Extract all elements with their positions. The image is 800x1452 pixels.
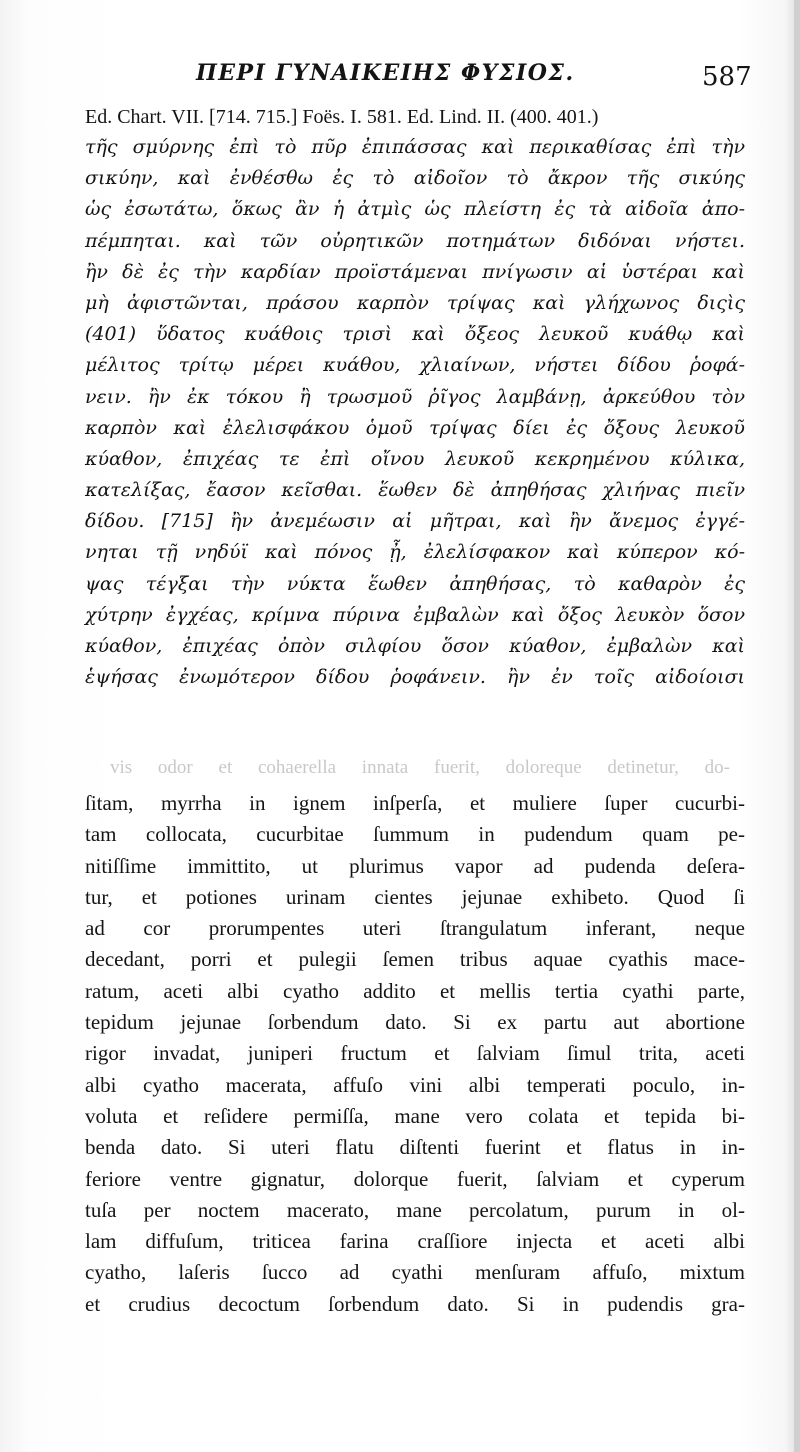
greek-line: κύαθον, ἐπιχέας τε ἐπὶ οἴνου λευκοῦ κεκρημένου κύλικα, xyxy=(85,447,745,470)
latin-line: tepidum jejunae ſorbendum dato. Si ex partu aut abortione xyxy=(85,1010,745,1035)
latin-line: ſitam, myrrha in ignem inſperſa, et muliere ſuper cucurbi- xyxy=(85,791,745,815)
latin-line: feriore ventre gignatur, dolorque fuerit, ſalviam et cyperum xyxy=(85,1166,745,1191)
greek-line: κύαθον, ἐπιχέας ὀπὸν σιλφίου ὅσον κύαθον, ἐμβαλὼν καὶ xyxy=(85,635,745,657)
greek-line: σικύην, καὶ ἐνθέσθω ἐς τὸ αἰδοῖον τὸ ἄκρον τῆς σικύης xyxy=(85,167,745,190)
bleed-through-text: vis odor et cohaerella innata fuerit, doloreque detinetur, do- xyxy=(110,757,730,778)
latin-line: ad cor prorumpentes uteri ſtrangulatum inferant, neque xyxy=(85,916,745,941)
latin-text-block xyxy=(85,788,745,1320)
edition-reference-line: Ed. Chart. VII. [714. 715.] Foës. I. 581. Ed. Lind. II. (400. 401.) xyxy=(85,106,599,128)
greek-line: ἢν δὲ ἐς τὴν καρδίαν προϊστάμεναι πνίγωσιν αἱ ὑστέραι καὶ xyxy=(85,260,745,283)
latin-line: tam collocata, cucurbitae ſummum in pudendum quam pe- xyxy=(85,822,745,847)
greek-line: ὡς ἐσωτάτω, ὅκως ἂν ἡ ἀτμὶς ὡς πλείστη ἐς τὰ αἰδοῖα ἀπο- xyxy=(85,198,745,221)
greek-line: χύτρην ἐγχέας, κρίμνα πύρινα ἐμβαλὼν καὶ ὄξος λευκὸν ὅσον xyxy=(85,603,745,626)
page-edge xyxy=(794,0,800,1452)
greek-text-block xyxy=(85,132,745,693)
latin-line: nitiſſime immittito, ut plurimus vapor ad pudenda deſera- xyxy=(85,853,745,878)
latin-line: lam diffuſum, triticea farina craſſiore injecta et aceti albi xyxy=(85,1229,745,1254)
greek-line: (401) ὕδατος κυάθοις τρισὶ καὶ ὄξεος λευκοῦ κυάθῳ καὶ xyxy=(85,323,745,346)
latin-line: albi cyatho macerata, affuſo vini albi temperati poculo, in- xyxy=(85,1072,745,1097)
greek-line: δίδου. [715] ἢν ἀνεμέωσιν αἱ μῆτραι, καὶ ἢν ἄνεμος ἐγγέ- xyxy=(85,510,745,533)
latin-line: tur, et potiones urinam cientes jejunae exhibeto. Quod ſi xyxy=(85,884,745,909)
greek-line: μέλιτος τρίτῳ μέρει κυάθου, χλιαίνων, νήστει δίδου ῥοφά- xyxy=(85,354,745,377)
latin-line: benda dato. Si uteri flatu diſtenti fuerint et flatus in in- xyxy=(85,1135,745,1160)
greek-line: μὴ ἀφιστῶνται, πράσου καρπὸν τρίψας καὶ γλήχωνος διςὶς xyxy=(85,291,745,314)
greek-line: πέμπηται. καὶ τῶν οὐρητικῶν ποτημάτων διδόναι νήστει. xyxy=(85,229,745,252)
latin-line: tuſa per noctem macerato, mane percolatum, purum in ol- xyxy=(85,1197,745,1222)
greek-line: τῆς σμύρνης ἐπὶ τὸ πῦρ ἐπιπάσσας καὶ περικαθίσας ἐπὶ τὴν xyxy=(85,136,745,158)
latin-line: cyatho, laſeris ſucco ad cyathi menſuram affuſo, mixtum xyxy=(85,1260,745,1285)
greek-line: κατελίξας, ἔασον κεῖσθαι. ἕωθεν δὲ ἀπηθήσας χλιήνας πιεῖν xyxy=(85,479,745,502)
greek-line: νηται τῇ νηδύϊ καὶ πόνος ᾖ, ἐλελίσφακον καὶ κύπερον κό- xyxy=(85,541,745,564)
page-number: 587 xyxy=(702,62,752,92)
latin-line: rigor invadat, juniperi fructum et ſalviam ſimul trita, aceti xyxy=(85,1041,745,1066)
greek-line: καρπὸν καὶ ἐλελισφάκου ὁμοῦ τρίψας δίει ἐς ὄξους λευκοῦ xyxy=(85,416,745,439)
greek-line: ψας τέγξαι τὴν νύκτα ἕωθεν ἀπηθήσας, τὸ καθαρὸν ἐς xyxy=(85,572,745,595)
greek-line: ἑψήσας ἐνωμότερον δίδου ῥοφάνειν. ἢν ἐν τοῖς αἰδοίοισι xyxy=(85,666,745,689)
latin-line: voluta et reſidere permiſſa, mane vero colata et tepida bi- xyxy=(85,1103,745,1128)
greek-line: νειν. ἢν ἐκ τόκου ἢ τρωσμοῦ ῥῖγος λαμβάνῃ, ἀρκεύθου τὸν xyxy=(85,385,745,408)
latin-line: et crudius decoctum ſorbendum dato. Si in pudendis gra- xyxy=(85,1291,745,1316)
latin-line: decedant, porri et pulegii ſemen tribus aquae cyathis mace- xyxy=(85,947,745,972)
running-title: ΠΕΡΙ ΓΥΝΑΙΚΕΙΗΣ ΦΥΣΙΟΣ. xyxy=(196,60,575,86)
latin-line: ratum, aceti albi cyatho addito et mellis tertia cyathi parte, xyxy=(85,978,745,1003)
